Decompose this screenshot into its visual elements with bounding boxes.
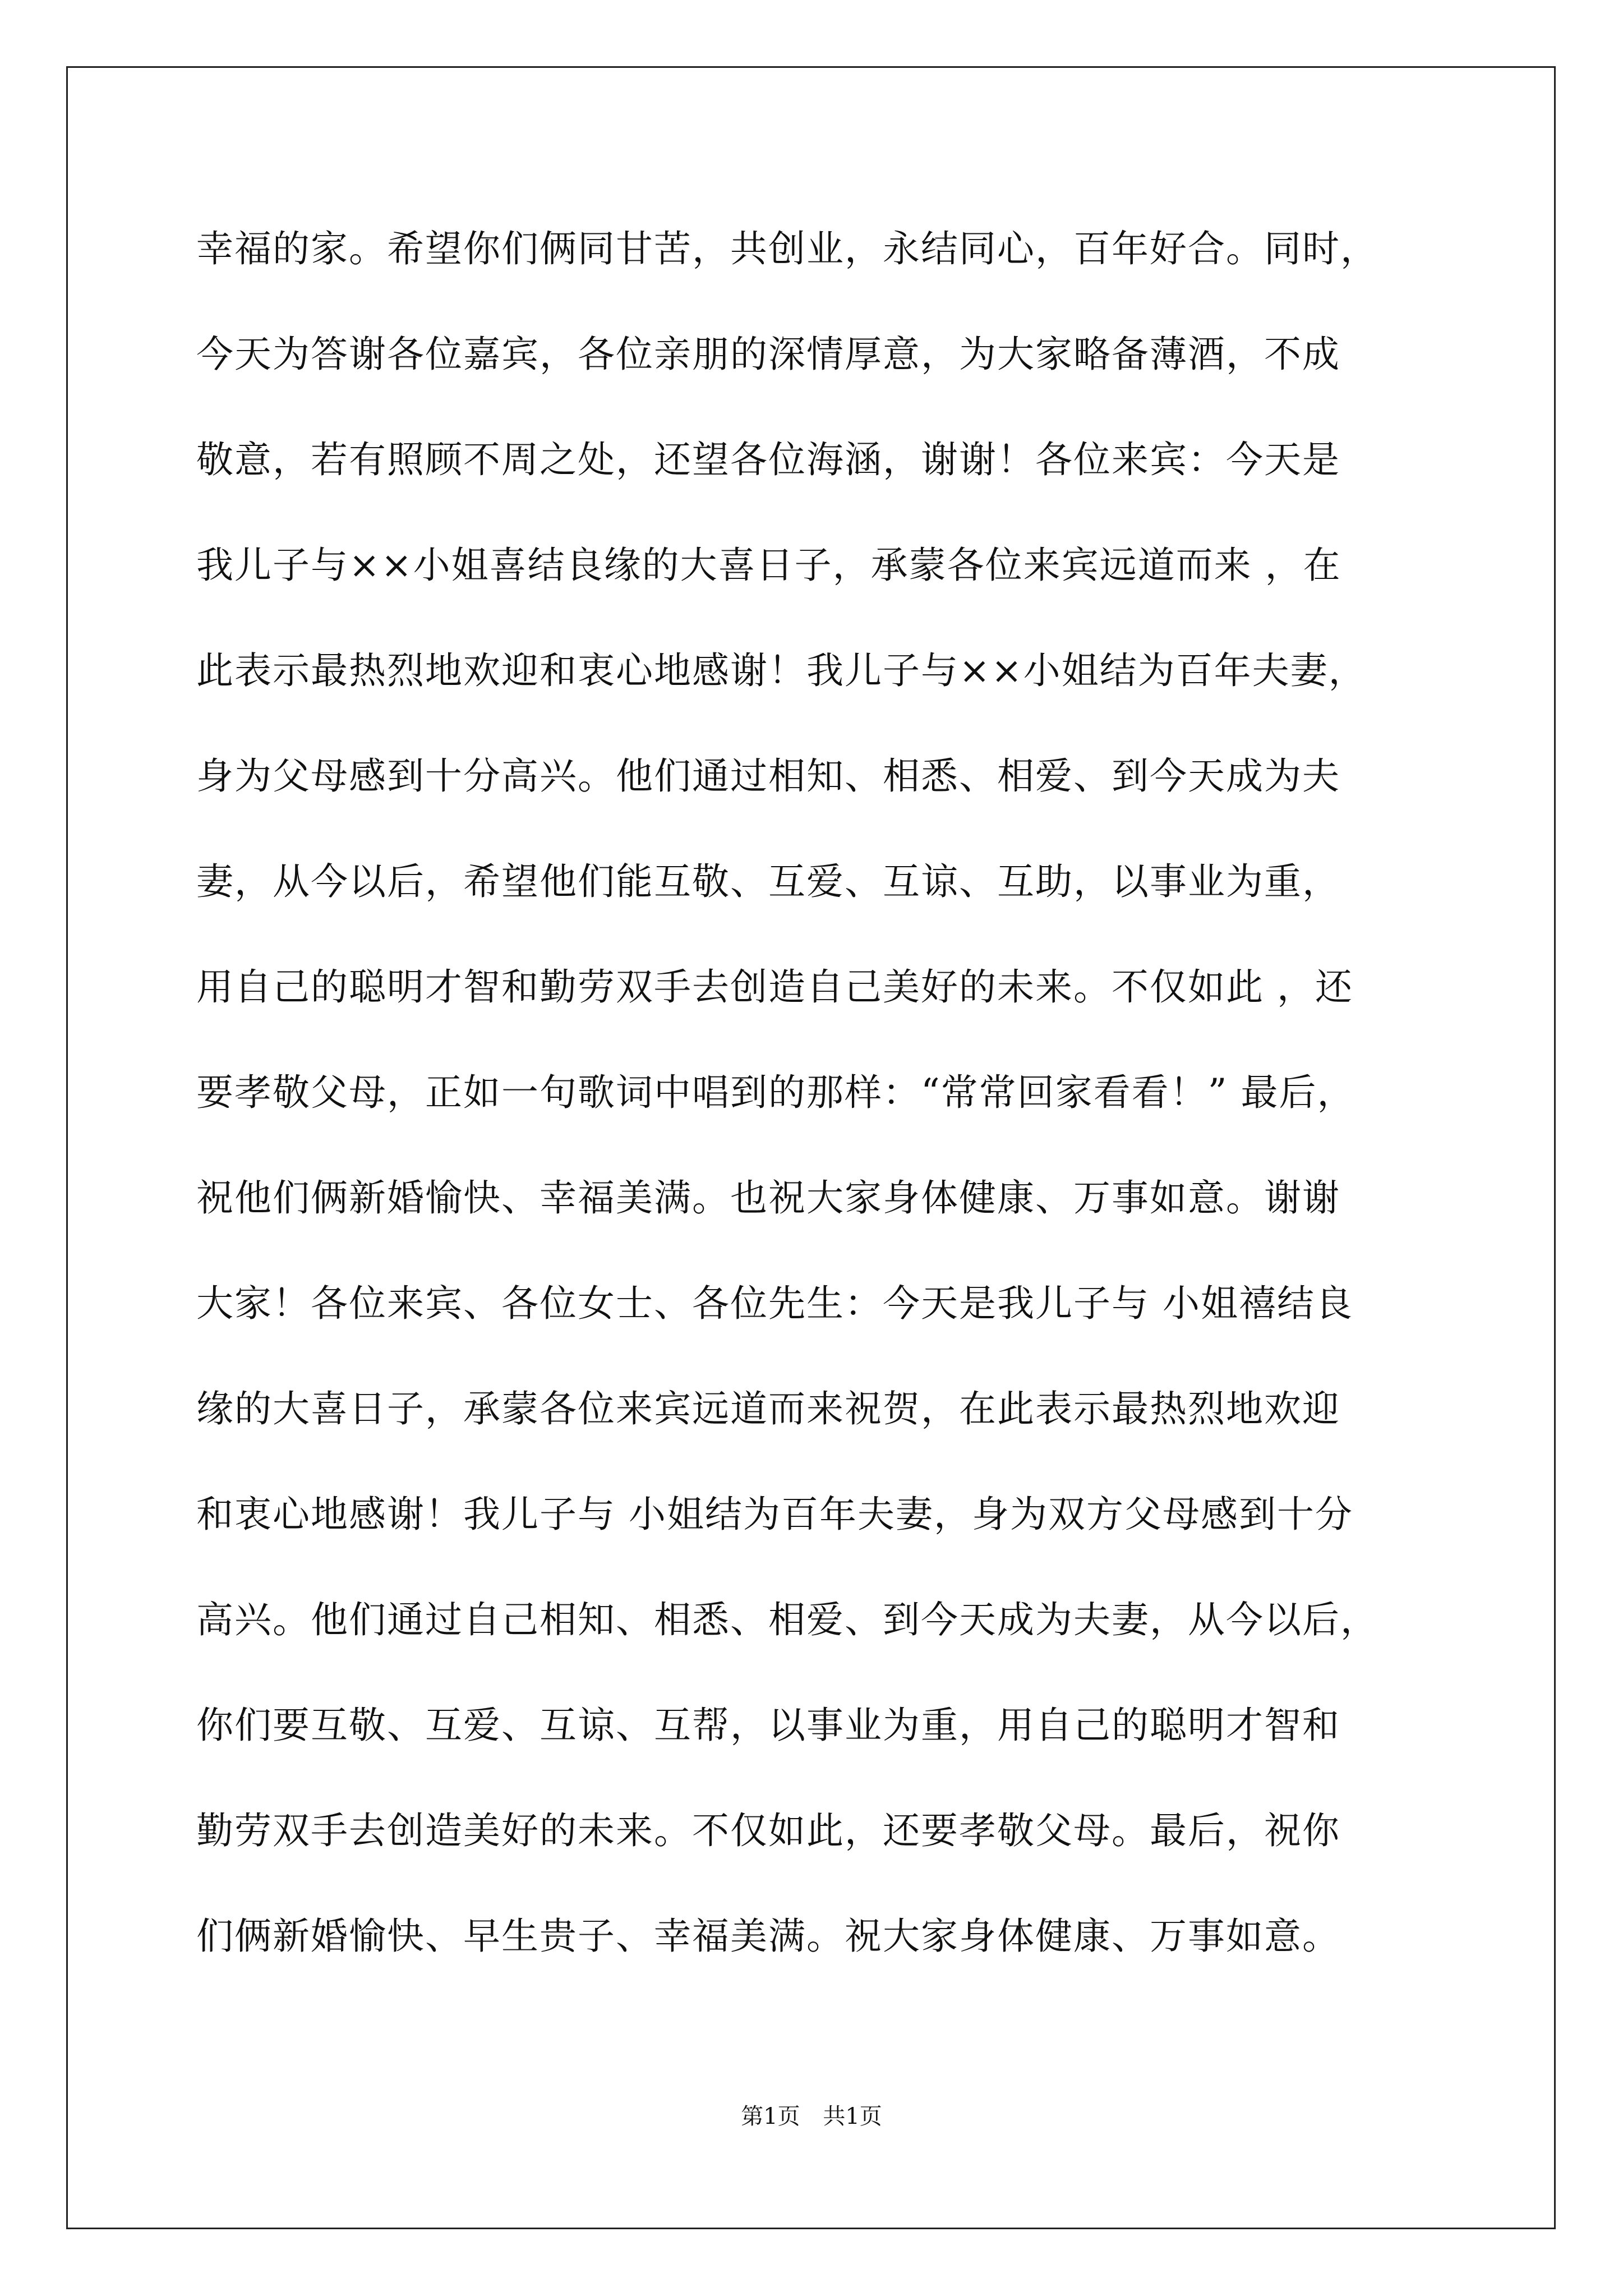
text-line: 敬意，若有照顾不周之处，还望各位海涵，谢谢！各位来宾：今天是	[196, 438, 1340, 481]
text-line: 妻，从今以后，希望他们能互敬、互爱、互谅、互助，以事业为重，	[196, 860, 1340, 903]
text-line: 祝他们俩新婚愉快、幸福美满。也祝大家身体健康、万事如意。谢谢	[196, 1176, 1340, 1220]
text-line: 大家！各位来宾、各位女士、各位先生：今天是我儿子与 小姐禧结良	[196, 1282, 1353, 1325]
page-number-current: 第1页	[741, 2104, 800, 2129]
page-number-total: 共1页	[823, 2104, 882, 2129]
text-line: 勤劳双手去创造美好的未来。不仅如此，还要孝敬父母。最后，祝你	[196, 1809, 1340, 1852]
document-body	[196, 196, 1475, 1989]
page-footer	[0, 2102, 1623, 2131]
text-line: 高兴。他们通过自己相知、相悉、相爱、到今天成为夫妻，从今以后，	[196, 1598, 1378, 1641]
text-line: 此表示最热烈地欢迎和衷心地感谢！我儿子与××小姐结为百年夫妻，	[196, 649, 1367, 692]
text-line: 你们要互敬、互爱、互谅、互帮，以事业为重，用自己的聪明才智和	[196, 1704, 1340, 1747]
text-line: 幸福的家。希望你们俩同甘苦，共创业，永结同心，百年好合。同时，	[196, 227, 1378, 270]
text-line: 用自己的聪明才智和勤劳双手去创造自己美好的未来。不仅如此 ，还	[196, 965, 1353, 1009]
text-line: 要孝敬父母，正如一句歌词中唱到的那样：“常常回家看看！” 最后，	[196, 1071, 1355, 1114]
text-line: 和衷心地感谢！我儿子与 小姐结为百年夫妻，身为双方父母感到十分	[196, 1493, 1353, 1536]
text-line: 今天为答谢各位嘉宾，各位亲朋的深情厚意，为大家略备薄酒，不成	[196, 333, 1340, 376]
text-line: 们俩新婚愉快、早生贵子、幸福美满。祝大家身体健康、万事如意。	[196, 1915, 1340, 1958]
text-line: 缘的大喜日子，承蒙各位来宾远道而来祝贺，在此表示最热烈地欢迎	[196, 1387, 1340, 1430]
text-line: 身为父母感到十分高兴。他们通过相知、相悉、相爱、到今天成为夫	[196, 754, 1340, 798]
text-line: 我儿子与××小姐喜结良缘的大喜日子，承蒙各位来宾远道而来 ，在	[196, 544, 1341, 587]
